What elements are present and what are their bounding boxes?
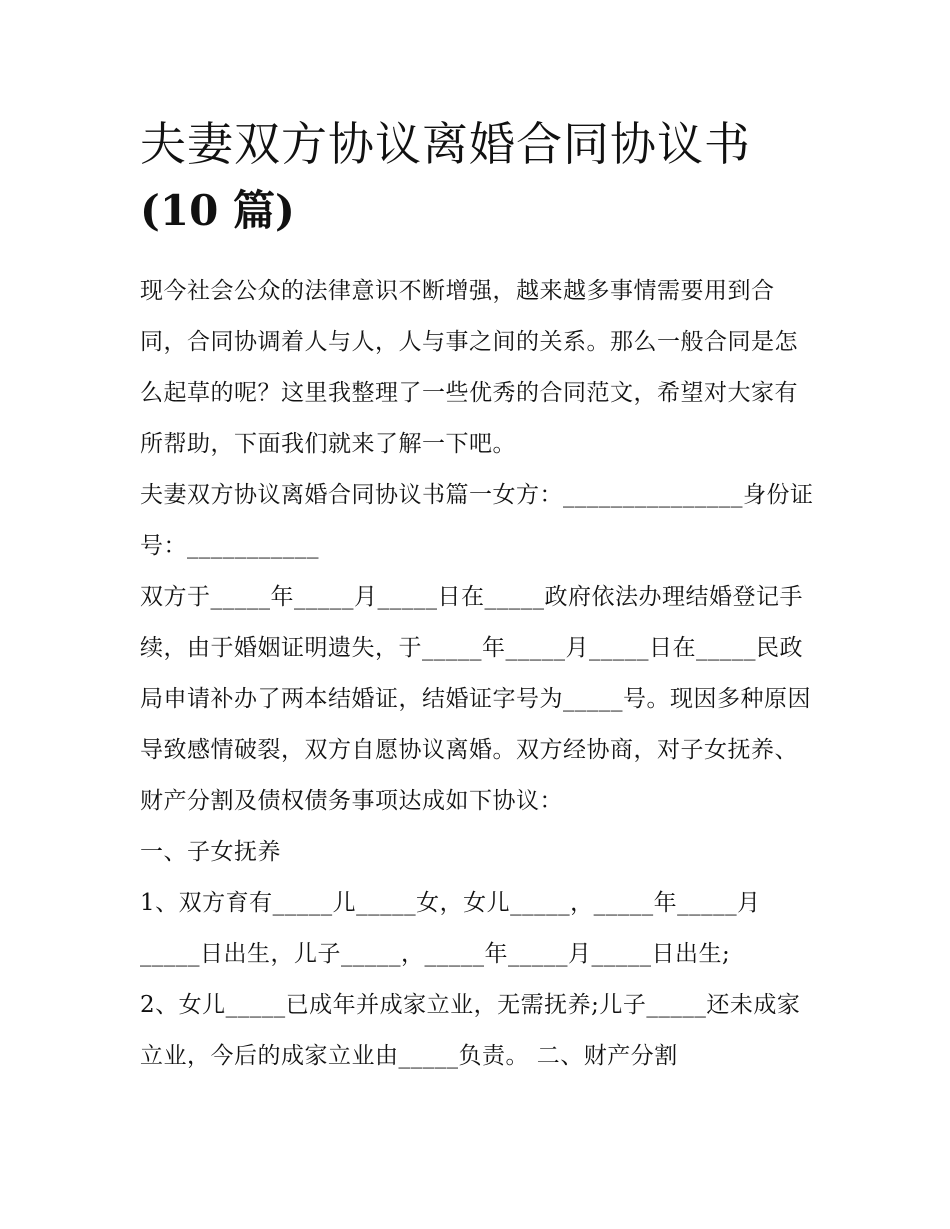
section-heading-child-custody: 一、子女抚养 [140, 839, 281, 865]
marriage-background-paragraph: 双方于_____年_____月_____日在_____政府依法办理结婚登记手续，由于婚姻证明遗失，于_____年_____月_____日在_____民政局申请补办了两本结婚证，结婚证字号为_____号。现因多种原因导致感情破裂，双方自愿协议离婚。双方经协商，对子女抚养、财产分割及债权债务事项达成如下协议： [140, 584, 811, 814]
document-title: 夫妻双方协议离婚合同协议书 [140, 117, 751, 171]
party-info-paragraph: 夫妻双方协议离婚合同协议书篇一女方：_______________身份证号：___________ [140, 482, 814, 559]
clause-1-paragraph: 1、双方育有_____儿_____女，女儿_____，_____年_____月_____日出生，儿子_____，_____年_____月_____日出生; [140, 890, 761, 967]
document-page [140, 112, 820, 1082]
clause-2-paragraph: 2、女儿_____已成年并成家立业，无需抚养;儿子_____还未成家立业，今后的成家立业由_____负责。 二、财产分割 [140, 992, 801, 1069]
intro-paragraph: 现今社会公众的法律意识不断增强，越来越多事情需要用到合同，合同协调着人与人，人与事之间的关系。那么一般合同是怎么起草的呢？这里我整理了一些优秀的合同范文，希望对大家有所帮助，下面我们就来了解一下吧。 [140, 278, 798, 457]
document-subtitle: (10 篇) [140, 186, 295, 235]
